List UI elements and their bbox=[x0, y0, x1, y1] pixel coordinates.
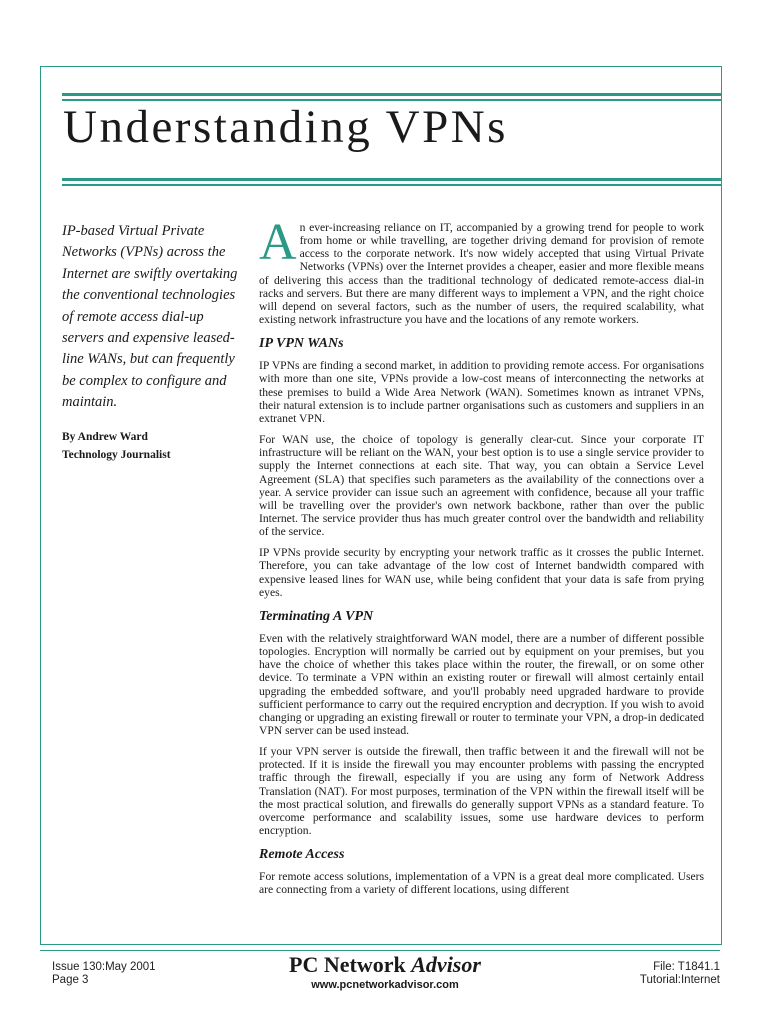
category-label: Tutorial:Internet bbox=[639, 974, 720, 986]
paragraph-5: Even with the relatively straightforward WAN model, there are a number of different possible topologies. Encryption will normally be carried out by equipment on your premises, but you have the choice of whether this takes place within the router, the firewall, or on some other device. To terminate a VPN within an existing router or firewall will almost certainly entail upgrading the embedded software, and you'll probably need upgraded hardware to provide sufficient performance to carry out the required encryption and decryption. If you wish to avoid changing or upgrading an existing firewall or router to terminate your VPN, a drop-in dedicated VPN server can be used instead. bbox=[259, 631, 704, 737]
paragraph-2: IP VPNs are finding a second market, in addition to providing remote access. For organisations with more than one site, VPNs provide a low-cost means of interconnecting the networks at these premises to build a Wide Area Network (WAN). Sometimes known as intranet VPNs, their natural extension is to include partner organisations such as customers and suppliers in an extranet VPN. bbox=[259, 359, 704, 425]
heading-ip-vpn-wans: IP VPN WANs bbox=[259, 336, 344, 352]
footer-issue-info bbox=[52, 961, 156, 987]
issue-label: Issue 130:May 2001 bbox=[52, 961, 156, 973]
paragraph-3: For WAN use, the choice of topology is generally clear-cut. Since your corporate IT infrastructure will be reliant on the WAN, your best option is to use a single service provider to supply the Internet connections at each site. That way, you can obtain a Service Level Agreement (SLA) that specifies such parameters as the availability of the connections over a year. A service provider can issue such an agreement with confidence, because all your traffic will be travelling over the provider's own network backbone, rather than over the public Internet. The service provider thus has much greater control over the bandwidth and reliability of the service. bbox=[259, 433, 704, 539]
paragraph-7: For remote access solutions, implementation of a VPN is a great deal more complicated. Users are connecting from a variety of different locations, using different bbox=[259, 870, 704, 897]
author-role: Technology Journalist bbox=[62, 448, 171, 461]
title-rule-bottom-2 bbox=[62, 184, 722, 186]
title-rule-top-1 bbox=[62, 93, 722, 96]
author-name: By Andrew Ward bbox=[62, 430, 148, 443]
author-byline bbox=[62, 428, 247, 464]
brand-logo bbox=[240, 952, 530, 978]
title-rule-bottom-1 bbox=[62, 178, 722, 181]
page-number: Page 3 bbox=[52, 974, 89, 986]
paragraph-6: If your VPN server is outside the firewall, then traffic between it and the firewall will not be protected. If it is inside the firewall you may encounter problems with passing the encrypted traffic through the firewall, especially if you are using any form of Network Address Translation (NAT). For most purposes, termination of the VPN within the firewall itself will be the most practical solution, and firewalls do generally support VPNs as a standard feature. To overcome performance and scalability issues, some use hardware devices to perform encryption. bbox=[259, 745, 704, 838]
page-title: Understanding VPNs bbox=[63, 101, 508, 153]
paragraph-1-text: n ever-increasing reliance on IT, accompanied by a growing trend for people to work from home or while travelling, are together driving demand for provision of remote access to the corporate network. It's now widely accepted that using Virtual Private Networks (VPNs) over the Internet provides a cheaper, easier and more flexible means of delivering this access than the traditional technology of dedicated remote-access dial-in racks and servers. But there are many different ways to implement a VPN, and the right choice will depend on several factors, such as the number of users, the required scalability, what existing network infrastructure you have and the locations of any remote workers. bbox=[259, 221, 704, 327]
paragraph-4: IP VPNs provide security by encrypting your network traffic as it crosses the public Internet. Therefore, you can take advantage of the low cost of Internet bandwidth compared with expensive leased lines for WAN use, while being confident that your data is safe from prying eyes. bbox=[259, 546, 704, 599]
paragraph-1 bbox=[259, 214, 704, 327]
heading-remote-access: Remote Access bbox=[259, 847, 345, 863]
file-id: File: T1841.1 bbox=[653, 961, 720, 973]
brand-italic: Advisor bbox=[411, 952, 481, 977]
brand-main: PC Network bbox=[289, 952, 412, 977]
sidebar bbox=[62, 221, 247, 464]
footer-rule bbox=[40, 950, 720, 951]
footer-brand bbox=[240, 952, 530, 992]
footer-file-info bbox=[640, 961, 720, 987]
article-body bbox=[259, 214, 704, 905]
intro-standfirst: IP-based Virtual Private Networks (VPNs) across the Internet are swiftly overtaking the conventional technologies of remote access dial-up servers and expensive leased-line WANs, but can frequently be complex to configure and maintain. bbox=[62, 223, 238, 411]
heading-terminating-vpn: Terminating A VPN bbox=[259, 608, 374, 624]
drop-cap: A bbox=[259, 214, 297, 271]
brand-url[interactable]: www.pcnetworkadvisor.com bbox=[311, 979, 459, 991]
